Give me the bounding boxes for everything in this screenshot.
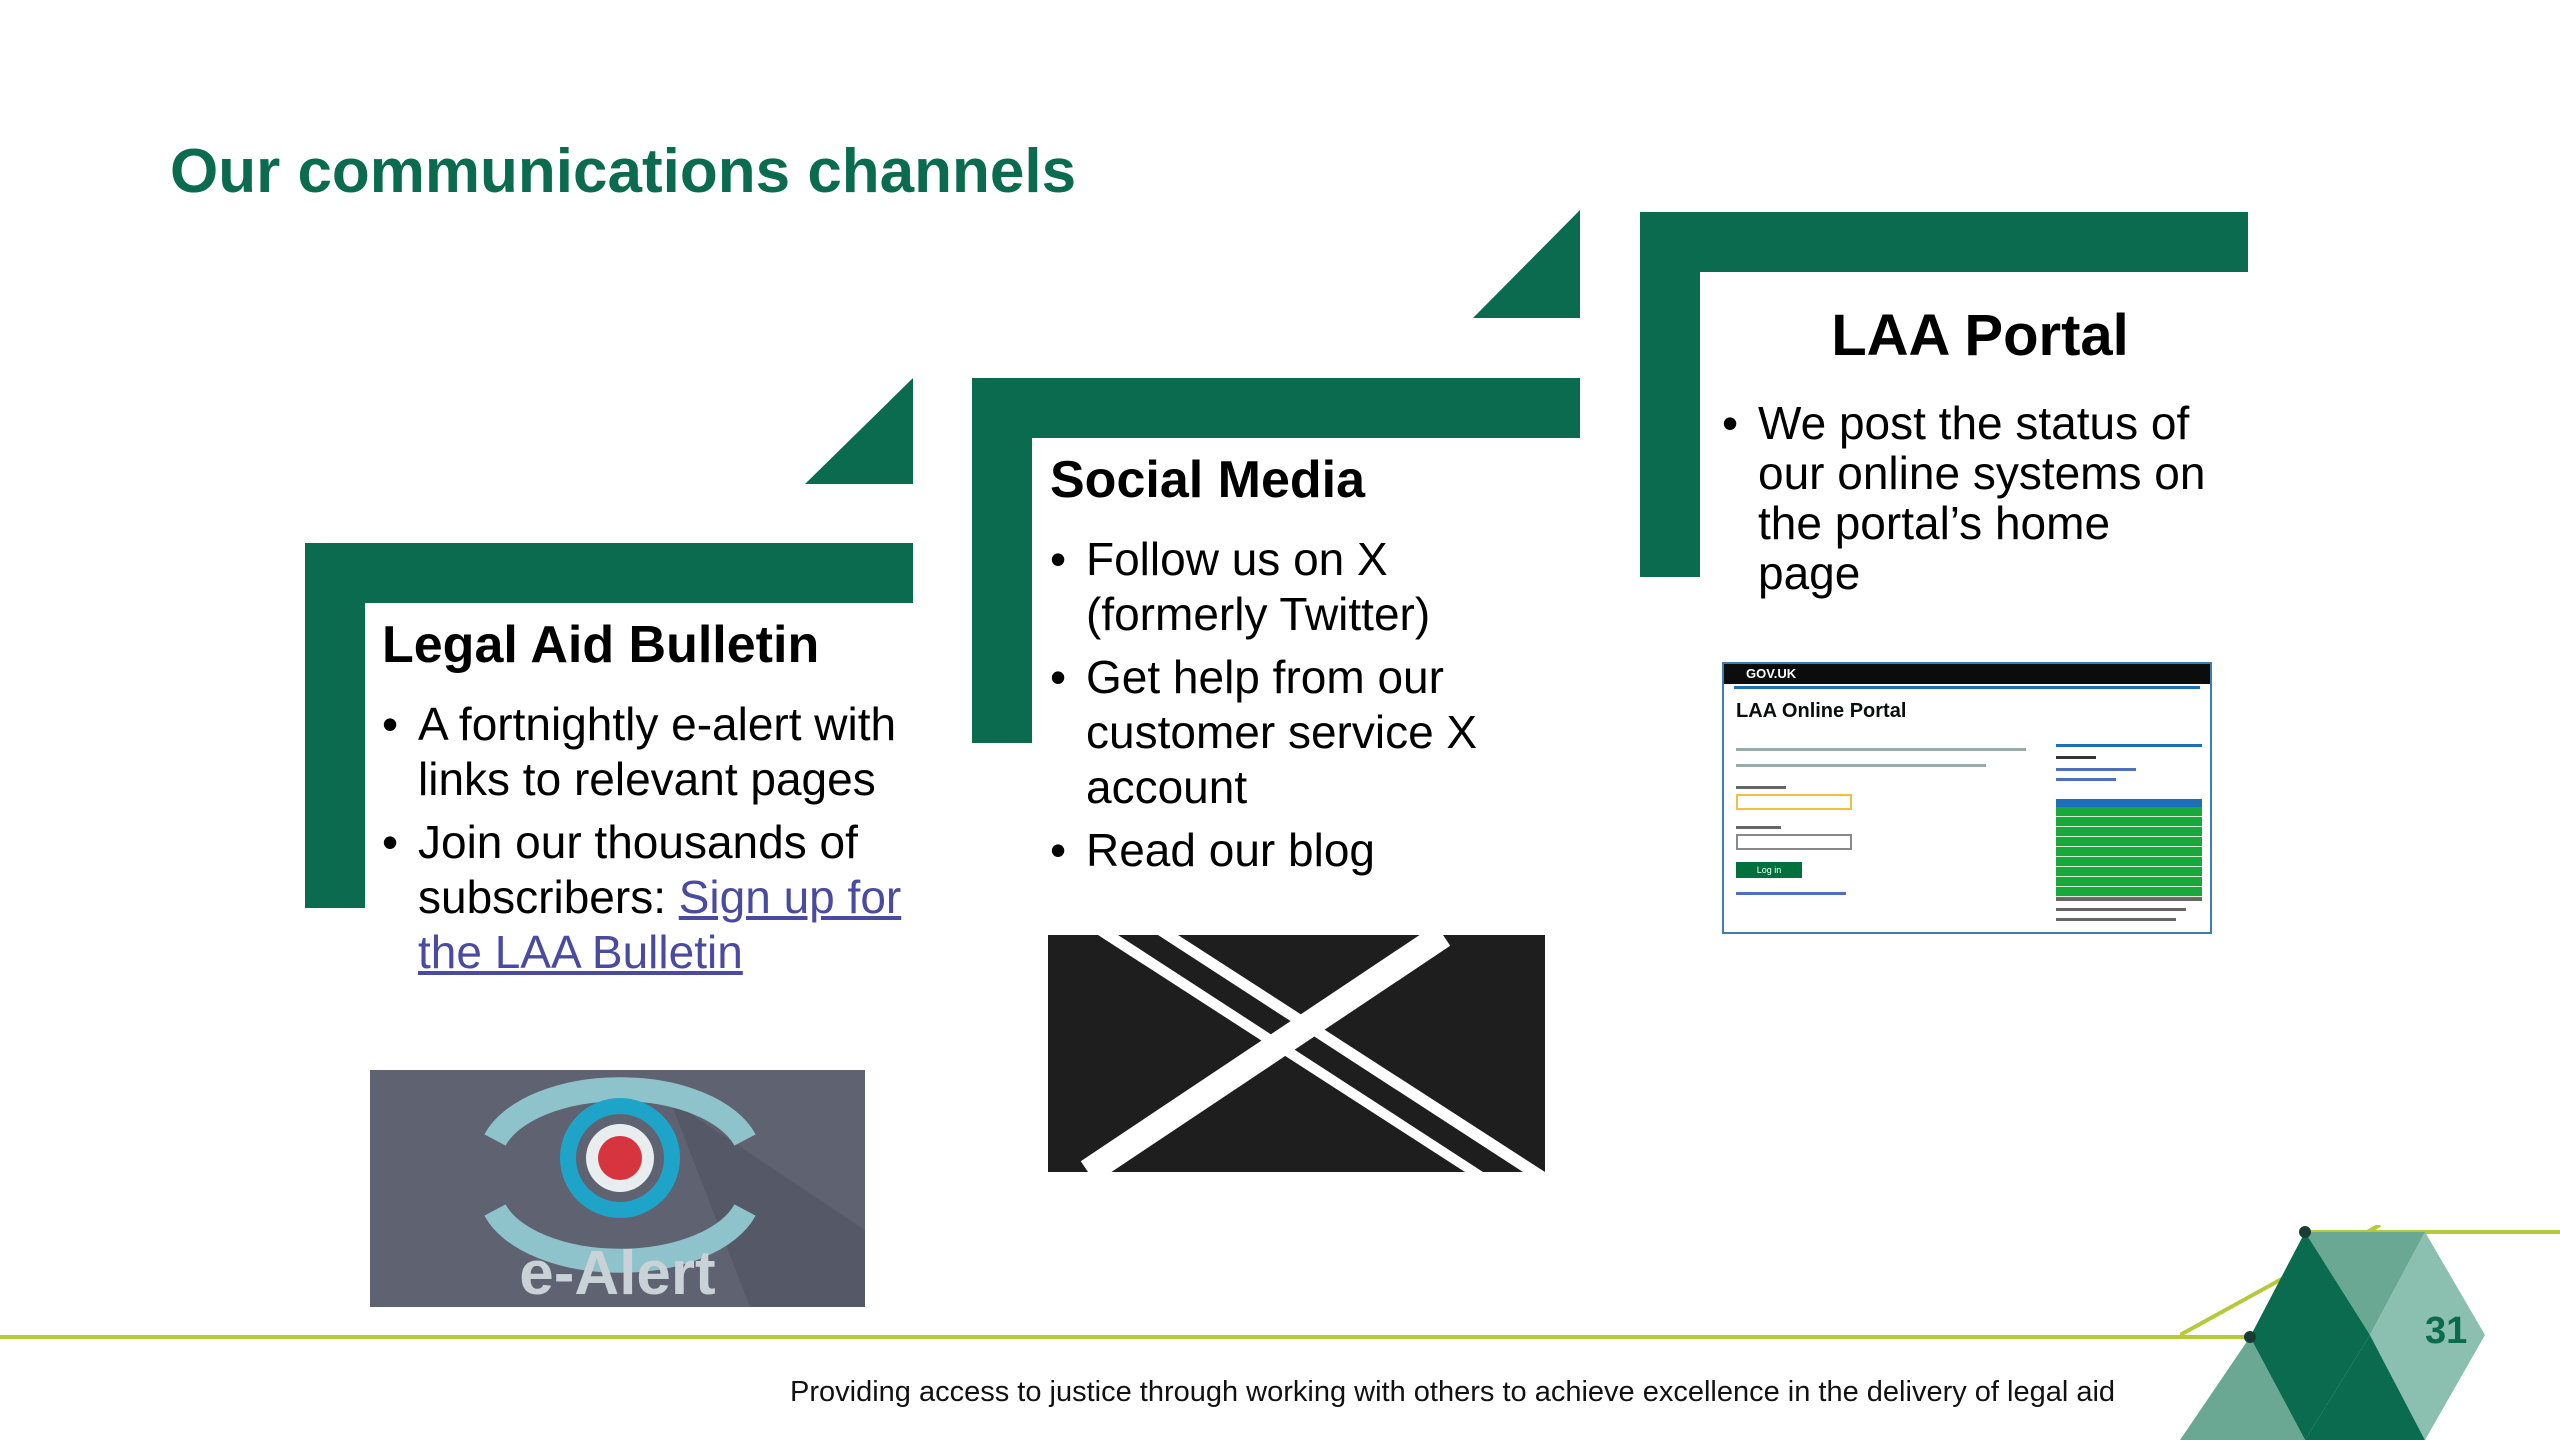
social-bullet: • Follow us on X (formerly Twitter) bbox=[1050, 532, 1570, 642]
service-status-table bbox=[2056, 799, 2202, 899]
portal-bullet: • We post the status of our online systems on the portal’s home page bbox=[1722, 398, 2222, 598]
x-logo-image bbox=[1048, 935, 1545, 1172]
govuk-header-bar bbox=[1724, 664, 2210, 684]
footer-diamond-ornament bbox=[2180, 1225, 2560, 1440]
social-bullet-list bbox=[1050, 532, 1570, 878]
portal-screenshot bbox=[1722, 662, 2212, 934]
guidance-rule bbox=[2056, 744, 2202, 747]
guidance-links bbox=[2056, 756, 2096, 759]
username-label bbox=[1736, 786, 1786, 789]
password-field bbox=[1736, 834, 1852, 850]
portal-intro-line bbox=[1736, 764, 1986, 767]
social-bullet: • Get help from our customer service X account bbox=[1050, 650, 1570, 815]
e-alert-label: e-Alert bbox=[519, 1239, 716, 1307]
social-frame-left bbox=[972, 378, 1032, 743]
footer-rule bbox=[0, 1335, 2250, 1339]
password-label bbox=[1736, 826, 1781, 829]
bulletin-bullet: • A fortnightly e-alert with links to relevant pages bbox=[382, 697, 902, 807]
portal-intro-line bbox=[1736, 748, 2026, 751]
portal-title: LAA Portal bbox=[1831, 303, 2129, 368]
bulletin-frame-left bbox=[305, 543, 365, 908]
e-alert-image bbox=[370, 1070, 865, 1307]
status-notice bbox=[2056, 908, 2186, 911]
portal-screenshot-heading: LAA Online Portal bbox=[1736, 700, 1907, 722]
status-notice bbox=[2056, 918, 2176, 921]
social-bullet: • Read our blog bbox=[1050, 823, 1570, 878]
portal-frame-top bbox=[1640, 212, 2248, 272]
status-notice bbox=[2056, 898, 2202, 901]
social-frame-top bbox=[972, 378, 1580, 438]
bulletin-signup-link[interactable]: Sign up for the LAA Bulletin bbox=[418, 871, 902, 978]
forgotten-password-link bbox=[1736, 892, 1846, 895]
guidance-links bbox=[2056, 768, 2136, 771]
bulletin-bullet: • Join our thousands of subscribers: Sign up for the LAA Bulletin bbox=[382, 815, 902, 980]
footer-tagline: Providing access to justice through working with others to achieve excellence in the delivery of legal aid bbox=[790, 1376, 2116, 1408]
bulletin-title: Legal Aid Bulletin bbox=[382, 616, 820, 674]
portal-bullet-list bbox=[1722, 398, 2222, 598]
slide-title: Our communications channels bbox=[170, 137, 1077, 206]
social-title: Social Media bbox=[1050, 451, 1365, 509]
bulletin-bullet-list bbox=[382, 697, 902, 980]
guidance-links bbox=[2056, 778, 2116, 781]
portal-frame-left bbox=[1640, 212, 1700, 577]
govuk-header-rule bbox=[1734, 686, 2200, 689]
social-corner-triangle bbox=[1473, 210, 1580, 318]
bulletin-corner-triangle bbox=[805, 378, 913, 484]
govuk-header-text: GOV.UK bbox=[1746, 666, 1797, 681]
portal-login-button: Log in bbox=[1736, 862, 1802, 878]
x-logo-icon bbox=[1048, 935, 1545, 1172]
page-number: 31 bbox=[2425, 1310, 2468, 1352]
username-field bbox=[1736, 794, 1852, 810]
bulletin-frame-top bbox=[305, 543, 913, 603]
